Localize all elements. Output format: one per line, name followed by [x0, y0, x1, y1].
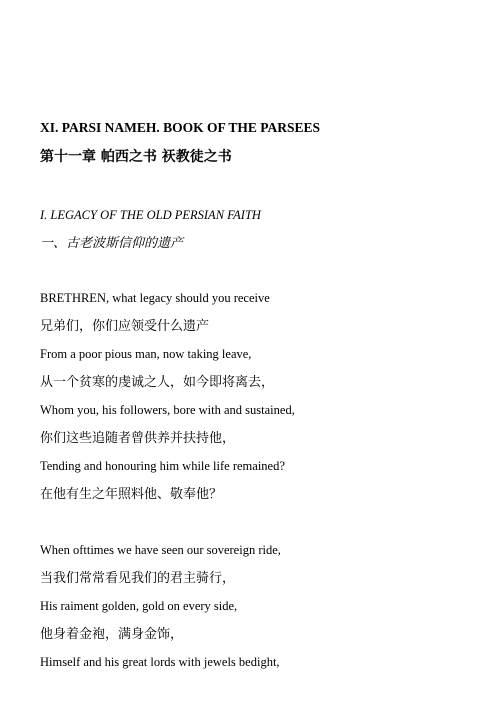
- stanza2-line1-english: When ofttimes we have seen our sovereign ride,: [40, 543, 281, 557]
- stanza2-line3-english: Himself and his great lords with jewels bedight,: [40, 655, 280, 669]
- stanza1-line4-chinese: 在他有生之年照料他、敬奉他？: [40, 487, 223, 502]
- stanza2-line2-chinese: 他身着金袍，满身金饰，: [40, 627, 184, 642]
- stanza1-line2-english: From a poor pious man, now taking leave,: [40, 347, 252, 361]
- section-title-english: I. LEGACY OF THE OLD PERSIAN FAITH: [40, 208, 261, 222]
- stanza2-line2-english: His raiment golden, gold on every side,: [40, 599, 238, 613]
- stanza1-line1-english: BRETHREN, what legacy should you receive: [40, 291, 270, 305]
- stanza1-line3-chinese: 你们这些追随者曾供养并扶持他，: [40, 431, 236, 446]
- section-title-chinese: 一、古老波斯信仰的遗产: [40, 236, 184, 251]
- stanza1-line4-english: Tending and honouring him while life remained?: [40, 459, 285, 473]
- stanza2-line1-chinese: 当我们常常看见我们的君主骑行，: [40, 571, 236, 586]
- stanza1-line2-chinese: 从一个贫寒的虔诚之人，如今即将离去，: [40, 375, 275, 390]
- stanza1-line3-english: Whom you, his followers, bore with and sustained,: [40, 403, 295, 417]
- chapter-title-english: XI. PARSI NAMEH. BOOK OF THE PARSEES: [40, 120, 321, 135]
- stanza1-line1-chinese: 兄弟们，你们应领受什么遗产: [40, 319, 210, 334]
- chapter-title-chinese: 第十一章 帕西之书 祆教徒之书: [40, 149, 232, 165]
